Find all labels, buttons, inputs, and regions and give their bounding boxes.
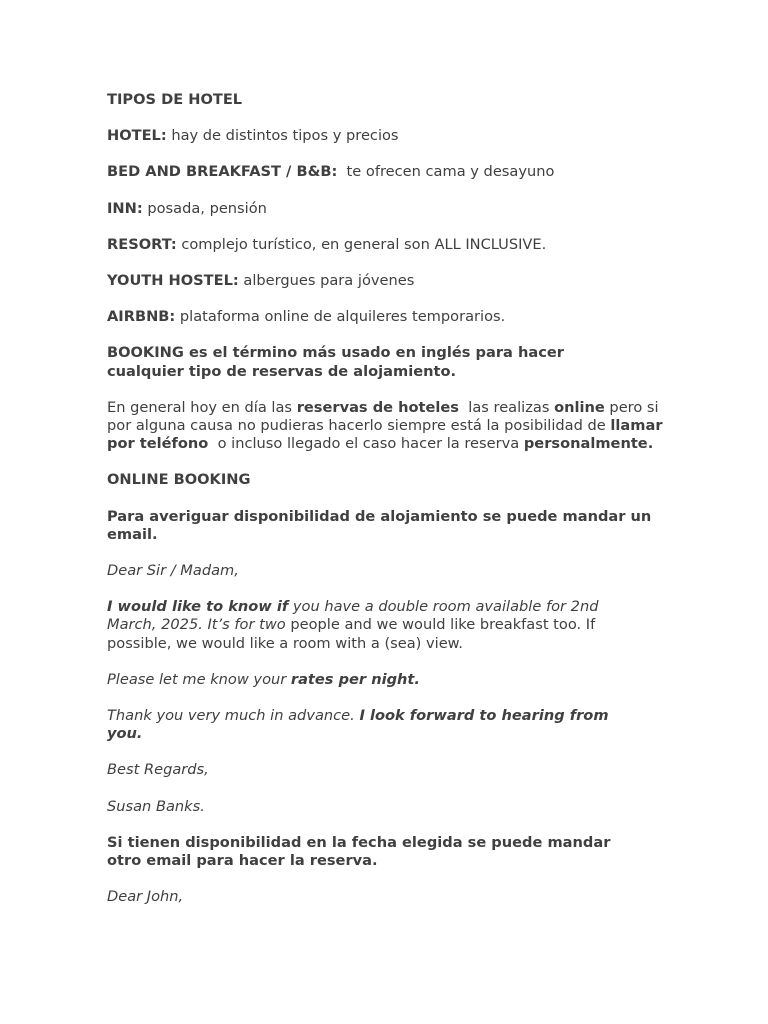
email1-signature: Susan Banks. bbox=[107, 797, 205, 815]
airbnb-entry bbox=[107, 308, 667, 326]
bnb-term: BED AND BREAKFAST / B&B: bbox=[107, 163, 338, 181]
hotel-entry bbox=[107, 127, 667, 145]
reserve-note: Si tienen disponibilidad en la fecha elegida se puede mandar otro email para hacer la reserva. bbox=[107, 833, 611, 870]
email1-p1-italic: you have a double room available for 2nd March, 2025. It’s for two bbox=[107, 598, 599, 634]
email1-p3-bold: I look forward to hearing from you. bbox=[107, 707, 609, 743]
document-page bbox=[107, 91, 667, 924]
inn-term: INN: bbox=[107, 199, 143, 217]
email1-paragraph-1 bbox=[107, 598, 627, 653]
email1-p3-italic: Thank you very much in advance. bbox=[107, 707, 360, 725]
availability-note: Para averiguar disponibilidad de alojamiento se puede mandar un email. bbox=[107, 507, 652, 543]
general-bold-1: reservas de hoteles bbox=[296, 398, 459, 416]
booking-note: BOOKING es el término más usado en inglés para hacer cualquier tipo de reservas de alojamiento. bbox=[107, 344, 564, 380]
online-booking-heading: ONLINE BOOKING bbox=[107, 471, 251, 489]
email2-greeting: Dear John, bbox=[107, 888, 184, 906]
hotel-term: HOTEL: bbox=[107, 127, 167, 145]
resort-term: RESORT: bbox=[107, 235, 177, 253]
airbnb-desc: plataforma online de alquileres temporarios. bbox=[175, 308, 506, 326]
email1-closing: Best Regards, bbox=[107, 761, 209, 779]
general-bold-2: online bbox=[554, 398, 605, 416]
inn-entry bbox=[107, 200, 667, 218]
hotel-desc: hay de distintos tipos y precios bbox=[166, 127, 399, 145]
resort-desc: complejo turístico, en general son ALL INCLUSIVE. bbox=[176, 235, 547, 253]
email1-p1-rest: people and we would like breakfast too. If possible, we would like a room with a (sea) view. bbox=[107, 616, 596, 652]
general-text-2: las realizas bbox=[459, 398, 555, 416]
airbnb-term: AIRBNB: bbox=[107, 308, 176, 326]
general-bold-4: personalmente. bbox=[523, 435, 654, 453]
inn-desc: posada, pensión bbox=[142, 199, 267, 217]
general-text-1: En general hoy en día las bbox=[107, 398, 297, 416]
resort-entry bbox=[107, 236, 667, 254]
email1-paragraph-2 bbox=[107, 671, 667, 689]
email1-p1-bold: I would like to know if bbox=[107, 598, 289, 616]
youth-hostel-entry bbox=[107, 272, 667, 290]
doc-title: TIPOS DE HOTEL bbox=[107, 91, 243, 108]
email1-p2-bold: rates per night. bbox=[290, 670, 420, 688]
email1-paragraph-3 bbox=[107, 707, 637, 743]
general-text-3: pero si por alguna causa no pudieras hacerlo siempre está la posibilidad de bbox=[107, 398, 659, 435]
general-bold-3: llamar por teléfono bbox=[107, 417, 663, 453]
email1-greeting: Dear Sir / Madam, bbox=[107, 562, 239, 580]
bnb-entry bbox=[107, 163, 667, 181]
general-text-4: o incluso llegado el caso hacer la reserva bbox=[208, 435, 524, 453]
youth-hostel-desc: albergues para jóvenes bbox=[238, 272, 415, 290]
general-paragraph bbox=[107, 399, 663, 454]
bnb-desc: te ofrecen cama y desayuno bbox=[337, 163, 555, 181]
youth-hostel-term: YOUTH HOSTEL: bbox=[107, 272, 239, 290]
email1-p2-italic: Please let me know your bbox=[107, 670, 291, 688]
